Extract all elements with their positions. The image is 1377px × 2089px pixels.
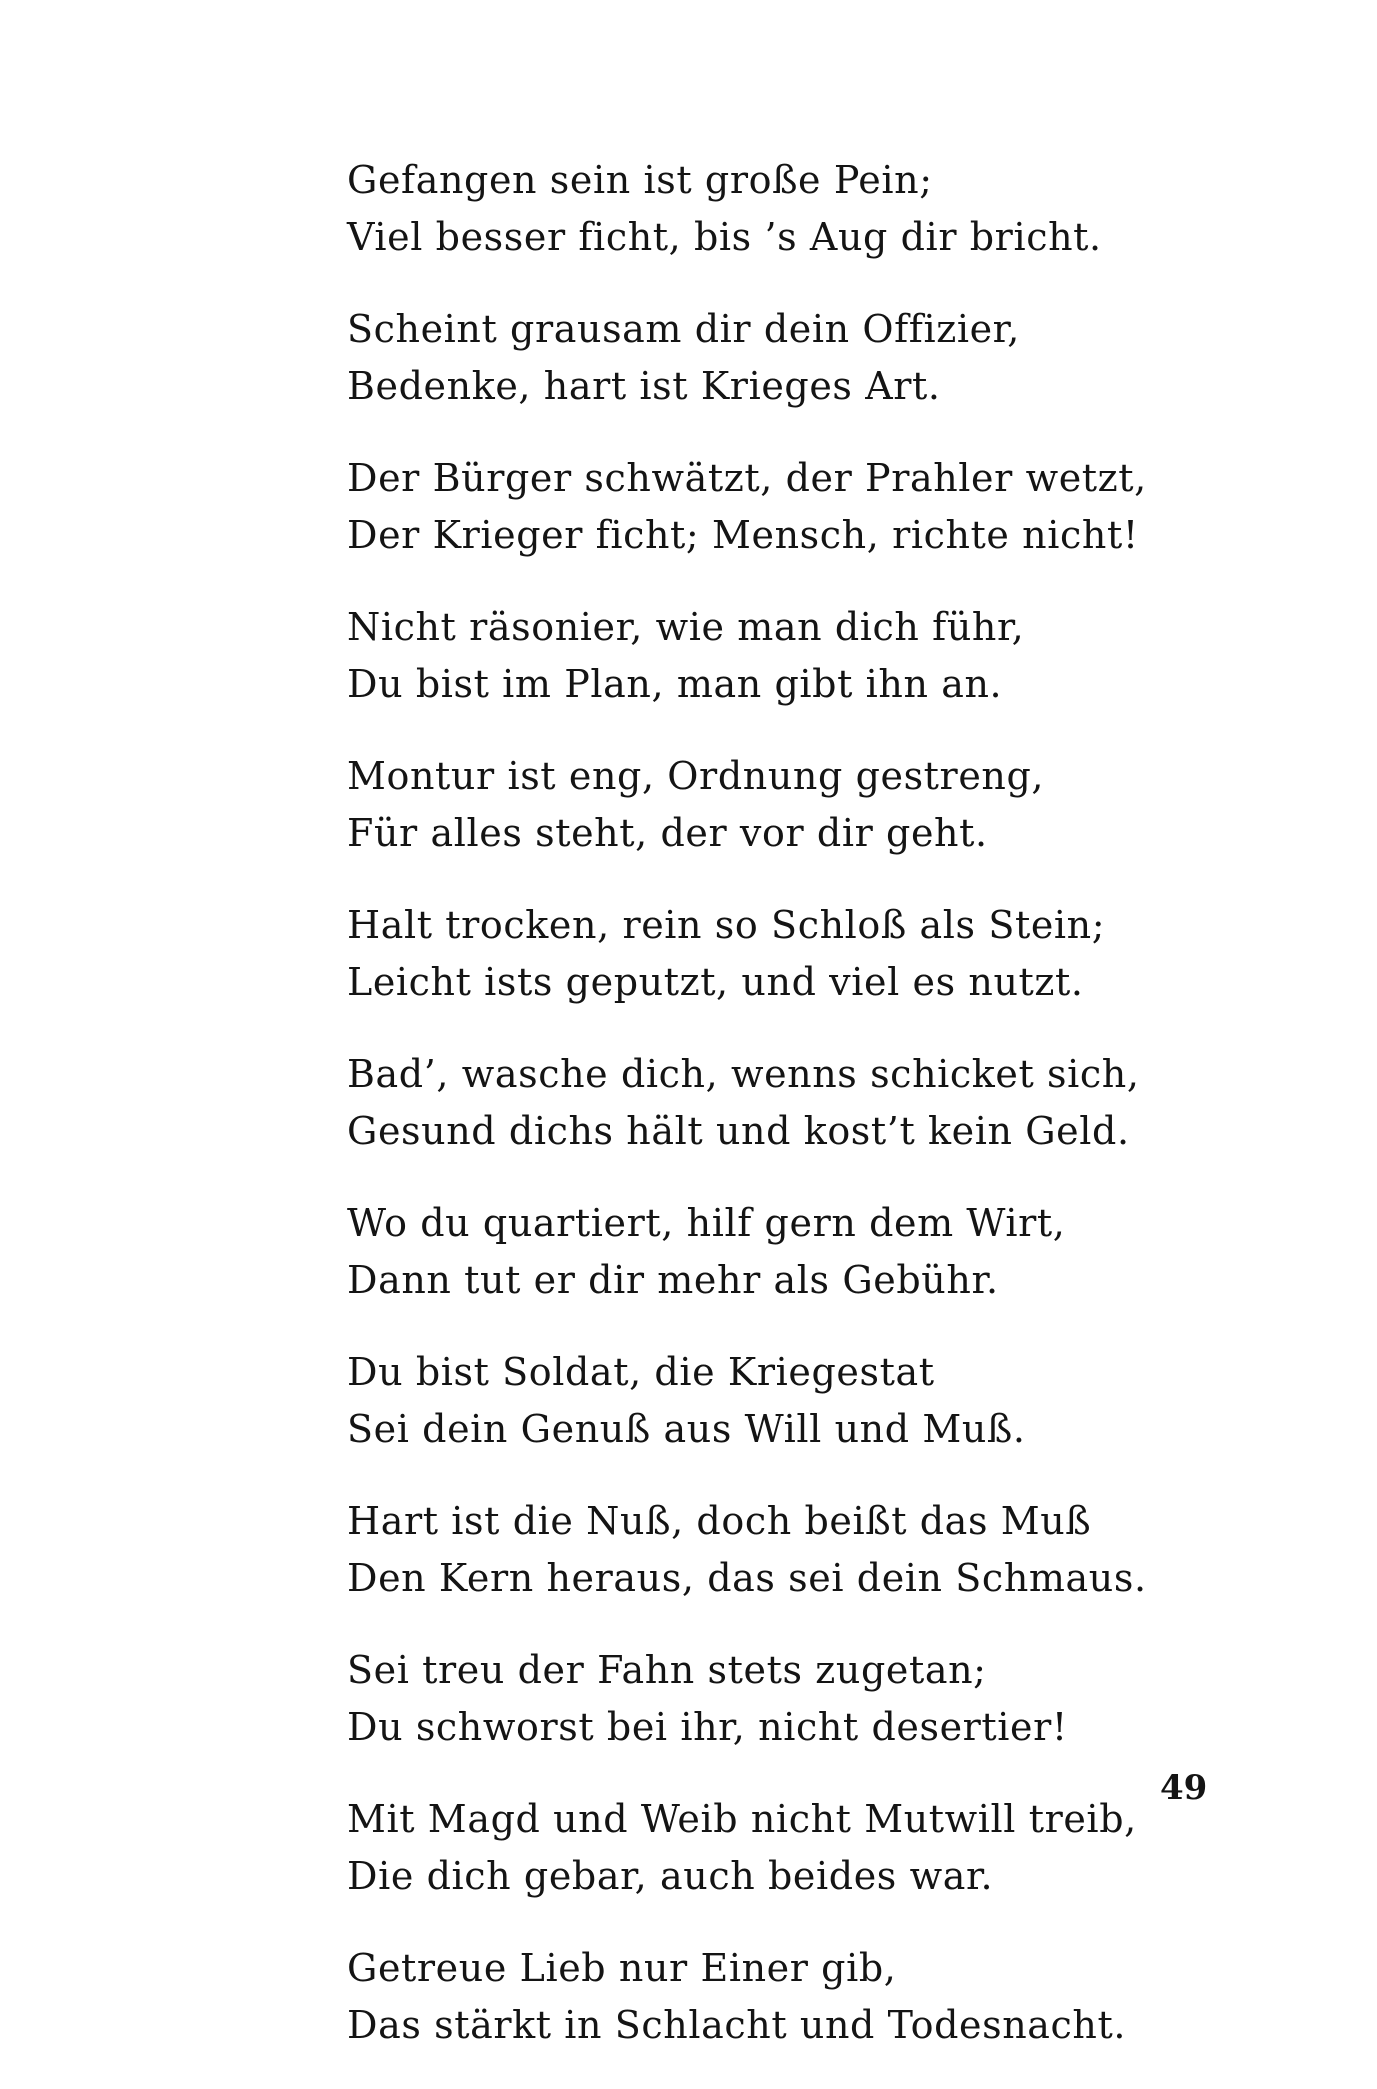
verse-line: Gesund dichs hält und kost’t kein Geld. [347, 1109, 1130, 1153]
stanza [347, 1493, 1247, 1642]
stanza [347, 599, 1247, 748]
verse-line: Die dich gebar, auch beides war. [347, 1854, 994, 1898]
verse-line: Der Bürger schwätzt, der Prahler wetzt, [347, 456, 1147, 500]
verse-line: Bedenke, hart ist Krieges Art. [347, 364, 941, 408]
poem [347, 152, 1247, 2089]
verse-line: Halt trocken, rein so Schloß als Stein; [347, 903, 1106, 947]
verse-line: Den Kern heraus, das sei dein Schmaus. [347, 1556, 1147, 1600]
verse-line: Viel besser ficht, bis ’s Aug dir bricht. [347, 215, 1102, 259]
verse-line: Du bist Soldat, die Kriegestat [347, 1350, 935, 1394]
verse-line: Scheint grausam dir dein Offizier, [347, 307, 1020, 351]
verse-line: Das stärkt in Schlacht und Todesnacht. [347, 2003, 1127, 2047]
stanza [347, 301, 1247, 450]
verse-line: Hart ist die Nuß, doch beißt das Muß [347, 1499, 1092, 1543]
stanza [347, 897, 1247, 1046]
verse-line: Dann tut er dir mehr als Gebühr. [347, 1258, 999, 1302]
stanza [347, 1791, 1247, 1940]
stanza [347, 1195, 1247, 1344]
verse-line: Mit Magd und Weib nicht Mutwill treib, [347, 1797, 1137, 1841]
stanza [347, 1344, 1247, 1493]
verse-line: Gefangen sein ist große Pein; [347, 158, 933, 202]
page-number: 49 [1160, 1768, 1208, 1808]
verse-line: Sei treu der Fahn stets zugetan; [347, 1648, 987, 1692]
stanza [347, 450, 1247, 599]
verse-line: Für alles steht, der vor dir geht. [347, 811, 988, 855]
verse-line: Du schworst bei ihr, nicht desertier! [347, 1705, 1068, 1749]
verse-line: Montur ist eng, Ordnung gestreng, [347, 754, 1045, 798]
verse-line: Leicht ists geputzt, und viel es nutzt. [347, 960, 1084, 1004]
verse-line: Getreue Lieb nur Einer gib, [347, 1946, 897, 1990]
stanza [347, 1940, 1247, 2089]
stanza [347, 748, 1247, 897]
verse-line: Wo du quartiert, hilf gern dem Wirt, [347, 1201, 1066, 1245]
stanza [347, 1046, 1247, 1195]
stanza [347, 1642, 1247, 1791]
verse-line: Nicht räsonier, wie man dich führ, [347, 605, 1025, 649]
verse-line: Der Krieger ficht; Mensch, richte nicht! [347, 513, 1139, 557]
stanza [347, 152, 1247, 301]
verse-line: Du bist im Plan, man gibt ihn an. [347, 662, 1003, 706]
verse-line: Bad’, wasche dich, wenns schicket sich, [347, 1052, 1140, 1096]
verse-line: Sei dein Genuß aus Will und Muß. [347, 1407, 1026, 1451]
